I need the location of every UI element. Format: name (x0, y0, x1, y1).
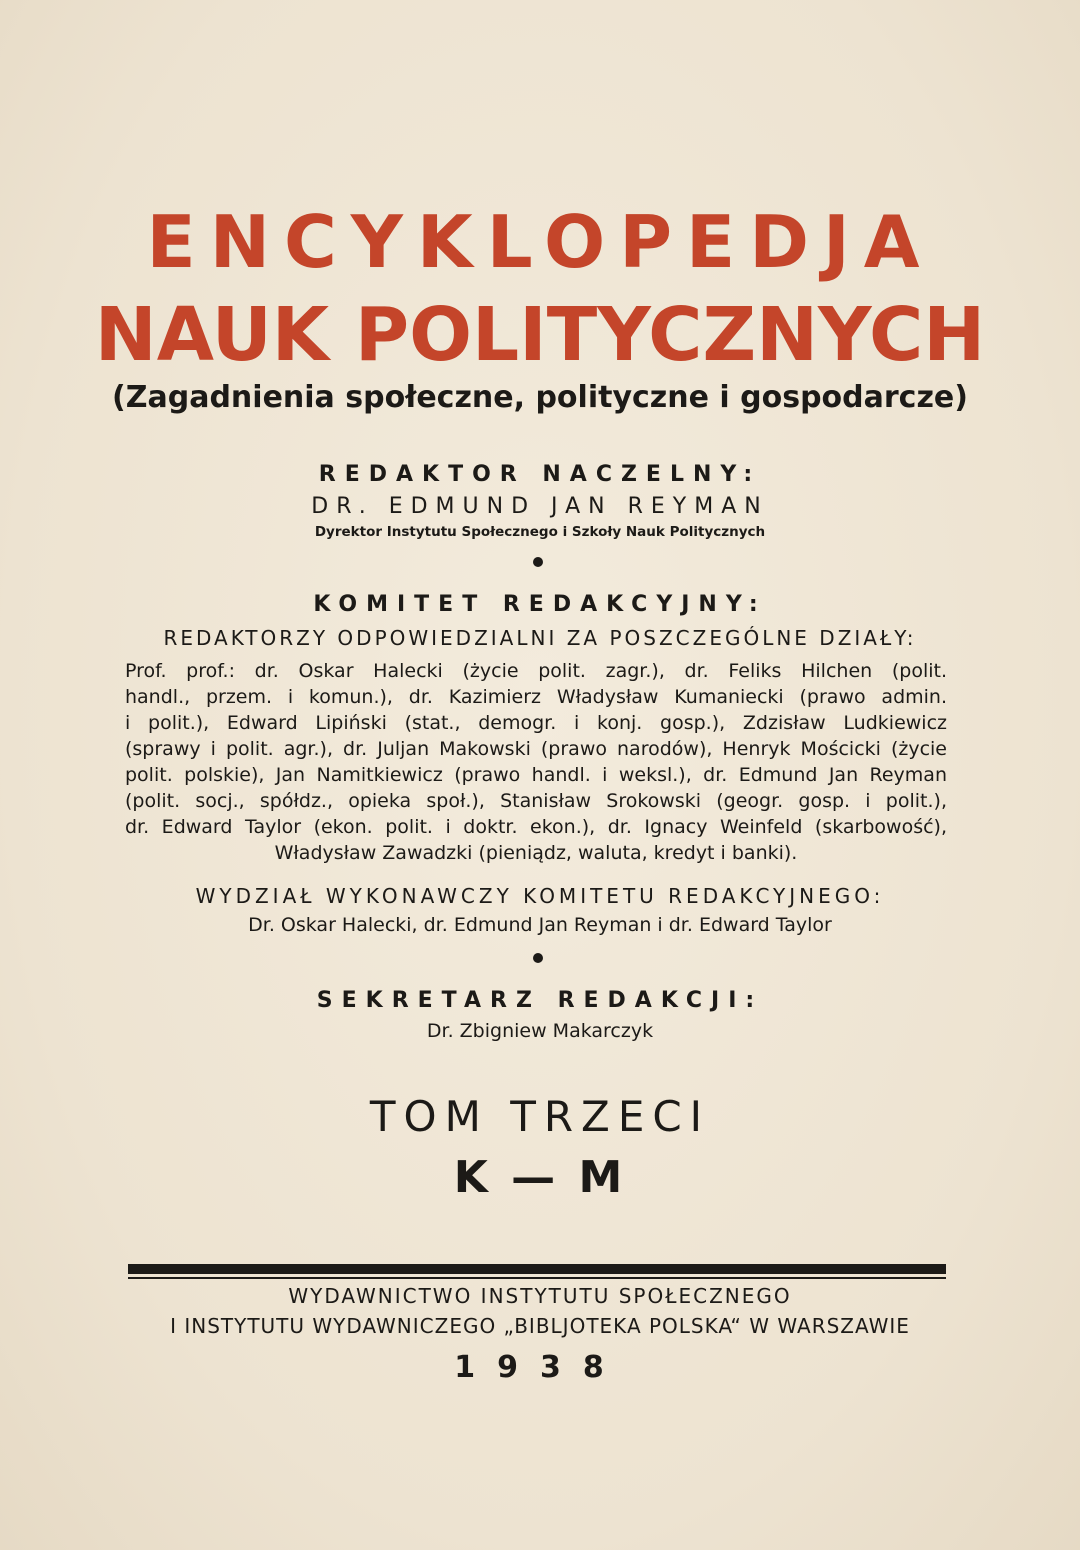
section-editors-heading: REDAKTORZY ODPOWIEDZIALNI ZA POSZCZEGÓLNE DZIAŁY: (163, 626, 917, 650)
bullet-separator-icon (533, 953, 543, 963)
subtitle: (Zagadnienia społeczne, polityczne i gospodarcze) (112, 380, 968, 415)
divider-rule-thin (128, 1277, 946, 1279)
section-editors-line: dr. Edward Taylor (ekon. polit. i doktr. ekon.), dr. Ignacy Weinfeld (skarbowość), (125, 816, 947, 838)
publication-year: 1938 (454, 1350, 626, 1385)
volume-title: TOM TRZECI (369, 1092, 711, 1141)
publisher-line-2: I INSTYTUTU WYDAWNICZEGO „BIBLJOTEKA POLSKA“ W WARSZAWIE (170, 1314, 910, 1338)
publisher-line-1: WYDAWNICTWO INSTYTUTU SPOŁECZNEGO (288, 1284, 792, 1308)
secretary-name: Dr. Zbigniew Makarczyk (426, 1020, 654, 1042)
editorial-committee-heading: KOMITET REDAKCYJNY: (313, 592, 767, 617)
editor-in-chief-heading: REDAKTOR NACZELNY: (318, 462, 762, 487)
main-title-line-2: NAUK POLITYCZNYCH (94, 292, 986, 378)
bullet-separator-icon (533, 557, 543, 567)
section-editors-line: i polit.), Edward Lipiński (stat., demogr. i konj. gosp.), Zdzisław Ludkiewicz (125, 712, 947, 734)
editor-in-chief-role: Dyrektor Instytutu Społecznego i Szkoły Nauk Politycznych (314, 524, 766, 540)
section-editors-line: handl., przem. i komun.), dr. Kazimierz Władysław Kumaniecki (prawo admin. (125, 686, 947, 708)
section-editors-line: Władysław Zawadzki (pieniądz, waluta, kredyt i banki). (274, 842, 798, 864)
section-editors-line: (polit. socj., spółdz., opieka społ.), Stanisław Srokowski (geogr. gosp. i polit.), (125, 790, 947, 812)
divider-rule-thick (128, 1264, 946, 1274)
executive-board-heading: WYDZIAŁ WYKONAWCZY KOMITETU REDAKCYJNEGO: (195, 884, 885, 908)
main-title-line-1: ENCYKLOPEDJA (146, 200, 934, 284)
volume-range: K — M (453, 1152, 627, 1203)
executive-board-names: Dr. Oskar Halecki, dr. Edmund Jan Reyman i dr. Edward Taylor (248, 914, 832, 936)
editor-in-chief-name: DR. EDMUND JAN REYMAN (311, 494, 769, 519)
section-editors-line: (sprawy i polit. agr.), dr. Juljan Makowski (prawo narodów), Henryk Mościcki (życie (125, 738, 947, 760)
secretary-heading: SEKRETARZ REDAKCJI: (316, 988, 764, 1013)
section-editors-line: polit. polskie), Jan Namitkiewicz (prawo handl. i weksl.), dr. Edmund Jan Reyman (125, 764, 947, 786)
section-editors-list (125, 658, 947, 866)
section-editors-line: Prof. prof.: dr. Oskar Halecki (życie polit. zagr.), dr. Feliks Hilchen (polit. (125, 660, 947, 682)
